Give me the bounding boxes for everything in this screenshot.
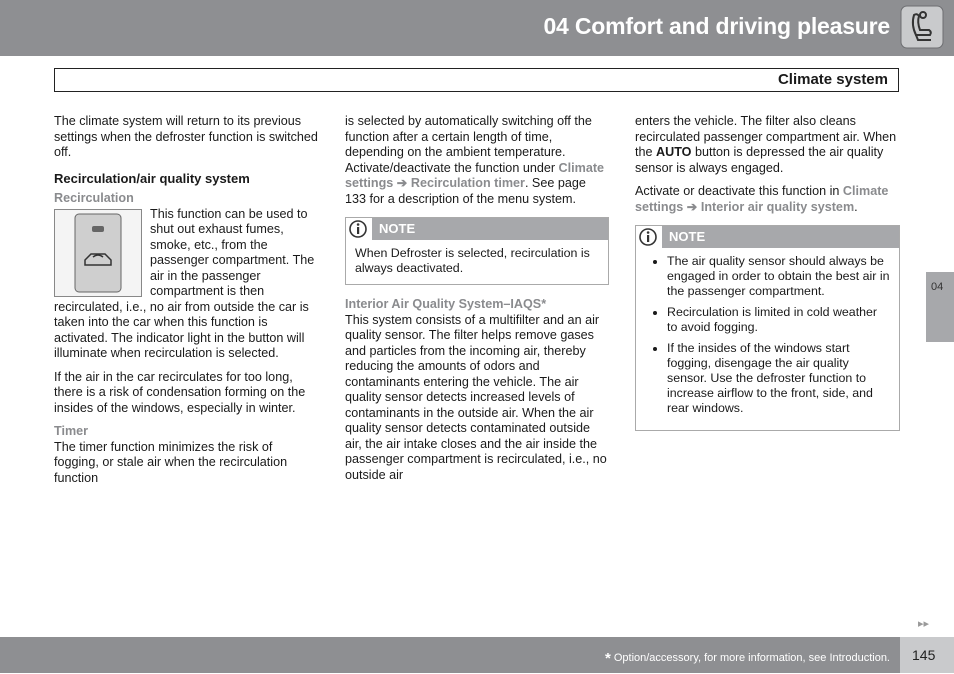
column-1 [54,114,320,494]
recirculation-button-image [54,209,142,297]
condensation-text: If the air in the car recirculates for too long, there is a risk of condensation forming on the insides of the windows, especially in winter. [54,369,306,415]
list-item: • The air quality sensor should always be engaged in order to obtain the best air in the passenger compartment. [667,254,890,299]
text-run: is selected by automatically switching off the function after a certain length of time, depending on the ambient temperature. Activate/deactivate the function under [345,114,592,175]
filter-text [635,114,900,176]
timer-continued-text [345,114,609,207]
note-header [636,226,899,248]
intro-paragraph: The climate system will return to its previous settings when the defroster function is switched off. [54,114,318,159]
list-item: • If the insides of the windows start fogging, disengage the air quality sensor. Use the defroster function to increase airflow to the front, side, and rear windows. [667,341,890,416]
next-page-marker: ▸▸ [918,618,930,630]
text-run: button is depressed the air quality sensor is always engaged. [635,145,884,175]
interior-air-quality-link: Interior air quality system [700,199,855,214]
footnote-text: Option/accessory, for more information, see Introduction. [613,652,890,664]
page-footer [0,637,900,673]
recirculation-text: This function can be used to shut out exhaust fumes, smoke, etc., from the passenger compartment. The air in the passenger compartment is then recirculated, i.e., no air from outside the car is taken into the car when this function is activated. The indicator light in the button will illuminate when recirculation is selected. [54,206,315,360]
page-number-box [900,637,954,673]
iaqs-text: This system consists of a multifilter and an air quality sensor. The filter helps remove gases and particles from the incoming air, thereby reducing the amounts of odors and contaminants entering the vehicle. The air quality sensor detects increased levels of contaminants in the outside air. When the air quality sensor detects contaminated outside air, the air intake closes and the air inside the passenger compartment is recirculated, i.e., no outside air [345,312,607,482]
chapter-title: 04 Comfort and driving pleasure [543,13,890,39]
text-run: Activate or deactivate this function in [635,184,843,198]
info-icon [346,218,372,240]
recirculation-timer-link: Recirculation timer [410,176,525,190]
note-list-container [636,248,899,430]
side-tab-label: 04 [931,281,944,293]
chapter-header [0,0,954,56]
footnote [605,650,890,667]
section-title: Climate system [777,71,888,88]
note-list [645,254,890,416]
subheading-recirculation: Recirculation [54,191,134,205]
column-3 [635,114,900,443]
page-number: 145 [912,647,936,663]
text-run: . See page 133 for a description of the menu system. [345,176,586,206]
activate-text [635,184,900,215]
timer-text: The timer function minimizes the risk of fogging, or stale air when the recirculation function [54,439,288,485]
arrow-icon: ➔ [686,199,698,214]
section-heading: Recirculation/air quality system [54,170,250,186]
note-label: NOTE [379,221,416,236]
note-box [635,225,900,431]
column-2 [345,114,609,491]
note-text: When Defroster is selected, recirculation is always deactivated. [355,246,590,275]
auto-label: AUTO [656,145,692,159]
asterisk: * [605,650,611,667]
list-item: • Recirculation is limited in cold weather to avoid fogging. [667,305,890,335]
note-header [346,218,608,240]
seat-icon [900,5,944,49]
note-box [345,217,609,285]
section-title-bar [54,68,899,92]
text-run: enters the vehicle. The filter also cleans recirculated passenger compartment air. When the [635,114,897,159]
subheading-timer: Timer [54,424,89,438]
climate-settings-link: Climate settings [635,184,889,214]
chapter-side-tab [926,272,954,342]
climate-settings-link: Climate settings [345,160,605,190]
subheading-iaqs: Interior Air Quality System–IAQS* [345,297,547,311]
note-label: NOTE [669,229,706,244]
arrow-icon: ➔ [396,176,408,190]
info-icon [636,226,662,248]
text-run: . [854,199,858,214]
